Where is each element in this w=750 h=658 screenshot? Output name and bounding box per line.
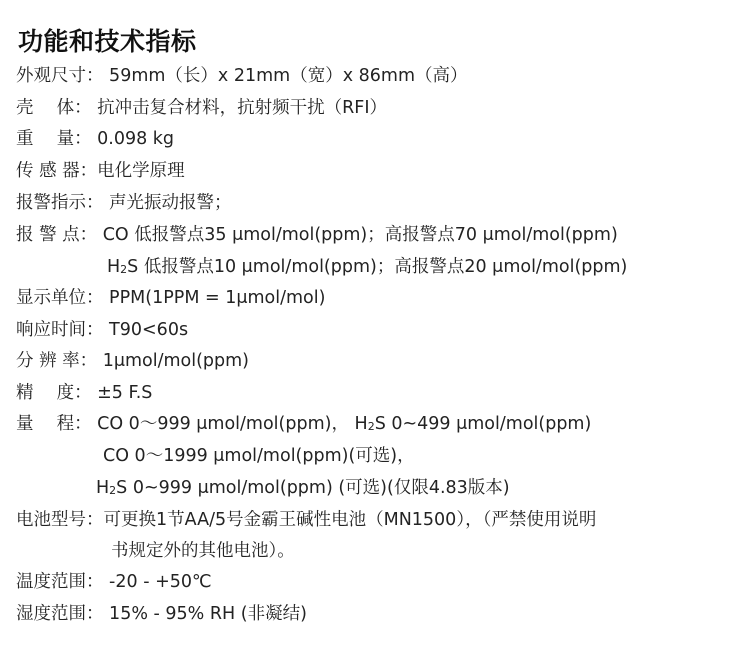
spec-display-unit: 显示单位： PPM(1PPM = 1μmol/mol) (16, 288, 326, 308)
range-h2s-text: S 0~499 μmol/mol(ppm) (374, 414, 592, 434)
spec-battery-line2: 书规定外的其他电池）。 (111, 541, 295, 561)
range3-prefix: H (96, 478, 110, 498)
h2s-prefix: H (107, 257, 121, 277)
spec-battery-line1: 电池型号：可更换1节AA/5号金霸王碱性电池（MN1500），（严禁使用说明 (16, 510, 597, 530)
spec-accuracy: 精 度： ±5 F.S (16, 383, 153, 403)
spec-alarm-indication: 报警指示： 声光振动报警； (16, 193, 232, 213)
range-co-text: 量 程： CO 0～999 μmol/mol(ppm)， H (16, 414, 368, 434)
spec-alarm-point-co: 报 警 点： CO 低报警点35 μmol/mol(ppm)；高报警点70 μmol/mol(ppm) (16, 225, 618, 245)
page-title: 功能和技术指标 (18, 27, 197, 56)
h2s-alarm-text: S 低报警点10 μmol/mol(ppm)；高报警点20 μmol/mol(ppm) (127, 257, 628, 277)
spec-weight: 重 量： 0.098 kg (16, 129, 175, 149)
spec-size: 外观尺寸： 59mm（长）x 21mm（宽）x 86mm（高） (16, 66, 468, 86)
range3-subscript: 2 (109, 484, 117, 497)
spec-resolution: 分 辨 率： 1μmol/mol(ppm) (16, 351, 250, 371)
spec-range-line2: CO 0～1999 μmol/mol(ppm)(可选)， (103, 446, 415, 466)
h2s-subscript: 2 (120, 263, 128, 276)
spec-alarm-point-h2s (107, 256, 627, 281)
spec-range-line3 (96, 477, 510, 502)
spec-humidity: 湿度范围： 15% - 95% RH (非凝结) (16, 604, 307, 624)
spec-temperature: 温度范围： -20 - +50℃ (16, 572, 212, 592)
spec-response-time: 响应时间： T90<60s (16, 320, 189, 340)
spec-sensor: 传 感 器：电化学原理 (16, 161, 185, 181)
range3-text: S 0~999 μmol/mol(ppm) (可选)(仅限4.83版本) (116, 478, 510, 498)
spec-shell: 壳 体： 抗冲击复合材料，抗射频干扰（RFI） (16, 98, 388, 118)
range-h2s-subscript: 2 (367, 420, 375, 433)
spec-range-line1 (16, 413, 591, 438)
